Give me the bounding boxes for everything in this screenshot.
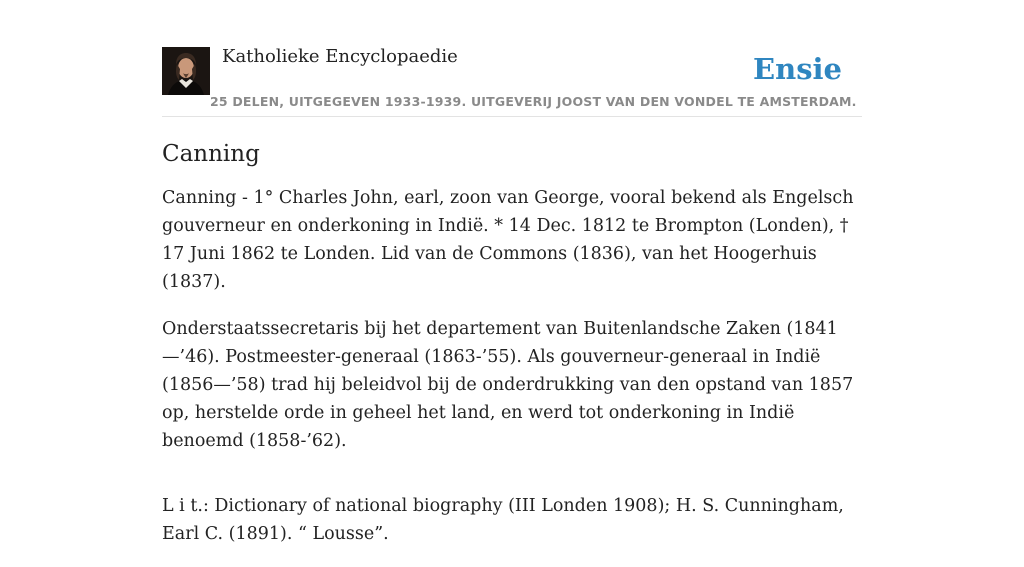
article-paragraph: Onderstaatssecretaris bij het departement van Buitenlandsche Zaken (1841—’46). Postmeester-generaal (1863-’55). Als gouverneur-generaal in Indië (1856—’58) trad hij beleidvol bij de onderdrukking van den opstand van 1857 op, herstelde orde in geheel het land, en werd tot onderkoning in Indië benoemd (1858-’62).	[162, 319, 854, 451]
portrait-icon[interactable]	[162, 47, 210, 95]
article	[162, 138, 862, 567]
source-title[interactable]: Katholieke Encyclopaedie	[222, 46, 458, 67]
source-header	[162, 40, 862, 117]
brand-logo[interactable]: Ensie	[753, 52, 842, 86]
literature-paragraph: L i t.: Dictionary of national biography (III Londen 1908); H. S. Cunningham, Earl C. (1891). “ Lousse”.	[162, 496, 844, 544]
source-meta: 25 DELEN, UITGEGEVEN 1933-1939. UITGEVERIJ JOOST VAN DEN VONDEL TE AMSTERDAM.	[210, 94, 857, 109]
article-title: Canning	[162, 141, 260, 167]
article-paragraph: Canning - 1° Charles John, earl, zoon van George, vooral bekend als Engelsch gouverneur en onderkoning in Indië. * 14 Dec. 1812 te Brompton (Londen), † 17 Juni 1862 te Londen. Lid van de Commons (1836), van het Hoogerhuis (1837).	[162, 188, 854, 292]
